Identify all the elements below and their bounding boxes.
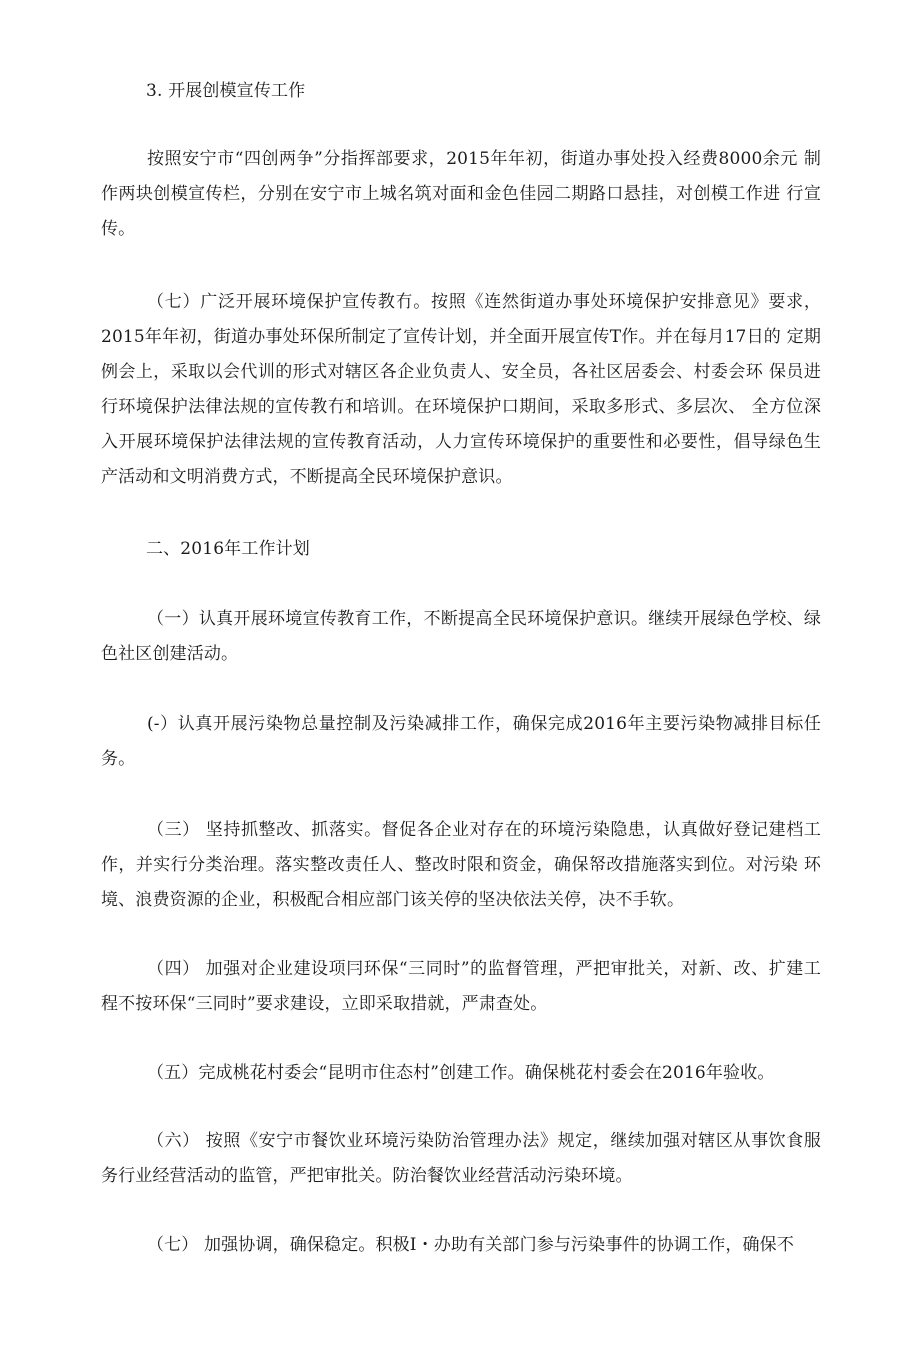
plan-item-1: （一）认真开展环境宣传教育工作，不断提高全民环境保护意识。继续开展绿色学校、绿色社区创建活动。	[101, 609, 821, 664]
plan-item-7: （七） 加强协调，确保稳定。积极I・办助有关部门参与污染事件的协调工作，确保不	[147, 1235, 794, 1255]
plan-item-3: （三） 坚持抓整改、抓落实。督促各企业对存在的环境污染隐患，认真做好登记建档工作，并实行分类治理。落实整改责任人、整改时限和资金，确保帑改措施落实到位。对污染 环境、浪费资源的企业，积极配合相应部门该关停的坚决依法关停，决不手软。	[101, 820, 821, 910]
plan-item-6: （六） 按照《安宁市餐饮业环境污染防治管理办法》规定，继续加强对辖区从事饮食服务行业经营活动的监管，严把审批关。防治餐饮业经营活动污染环境。	[101, 1131, 821, 1186]
plan-item-2: (-）认真开展污染物总量控制及污染减排工作，确保完成2016年主要污染物减排目标任务。	[101, 714, 821, 769]
plan-item-5: （五）完成桃花村委会“昆明市住态村”创建工作。确保桃花村委会在2016年验收。	[147, 1063, 775, 1083]
section-heading-3: 3. 开展创模宣传工作	[146, 81, 306, 101]
paragraph-publicity: 按照安宁市“四创两争”分指挥部要求，2015年年初，街道办事处投入经费8000余元 制作两块创模宣传栏，分别在安宁市上城名筑对面和金色佳园二期路口悬挂，对创模工作进 行宣传。	[101, 149, 821, 239]
plan-item-4: （四） 加强对企业建设项冃环保“三同时”的监督管理，严把审批关，对新、改、扩建工程不按环保“三同时”要求建设，立即采取措就，严肃查处。	[101, 959, 821, 1014]
section-heading-2016-plan: 二、2016年工作计划	[146, 539, 310, 559]
paragraph-environmental-education: （七）广泛开展环境保护宣传教冇。按照《连然街道办事处环境保护安排意见》要求，2015年年初，街道办事处环保所制定了宣传计划，并全面开展宣传T作。并在每月17日的 定期例会上，采取以会代训的形式对辖区各企业负责人、安全员，各社区居委会、村委会环 保员进行环境保护法律法规的宣传教冇和培训。在环境保护口期间，采取多形式、多层次、 全方位深入开展环境保护法律法规的宣传教育活动，人力宣传环境保护的重要性和必要性，倡导绿色生产活动和文明消费方式，不断提高全民环境保护意识。	[101, 292, 821, 487]
